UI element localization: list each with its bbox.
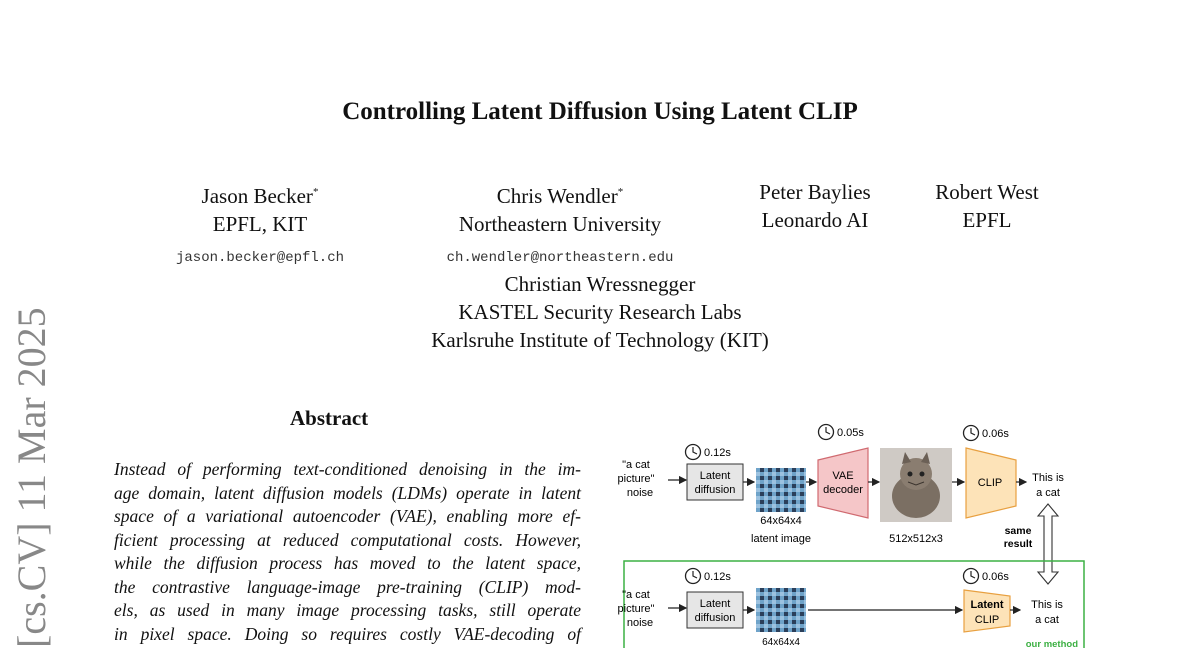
abstract-heading: Abstract [290, 406, 369, 430]
author-affiliation: Karlsruhe Institute of Technology (KIT) [431, 328, 769, 352]
clock-icon [686, 569, 701, 584]
author-4 [912, 178, 1062, 234]
author-name: Christian Wressnegger [504, 272, 696, 296]
abstract-line: ficient processing at reduced computational costs. However, [114, 529, 581, 550]
box-label: diffusion [694, 484, 736, 496]
output-line: a cat [1035, 614, 1059, 626]
pixel-size-label: 512x512x3 [889, 533, 943, 545]
author-1 [160, 178, 360, 272]
clock-icon [964, 426, 979, 441]
prompt-line: "a cat [622, 589, 650, 601]
latent-size-label: 64x64x4 [760, 515, 802, 527]
time-latent-diffusion: 0.12s [704, 571, 731, 583]
abstract-line: Instead of performing text-conditioned denoising in the im- [114, 459, 581, 479]
clock-icon [964, 569, 979, 584]
vae-decoder-trapezoid [818, 448, 868, 518]
equal-contribution-mark: * [312, 186, 319, 198]
prompt-line: picture" [617, 603, 655, 615]
cat-photo [880, 448, 952, 522]
author-email[interactable]: ch.wendler@northeastern.edu [446, 250, 674, 266]
prompt-line: noise [626, 487, 654, 499]
same-result-line: same [1004, 525, 1032, 537]
latent-image-thumbnail [756, 468, 806, 512]
author-3 [735, 178, 895, 234]
same-result-line: result [1003, 538, 1033, 550]
author-affiliation: EPFL, KIT [212, 212, 308, 236]
author-affiliation: Northeastern University [458, 212, 662, 236]
author-affiliation: KASTEL Security Research Labs [458, 300, 742, 324]
clock-icon [686, 445, 701, 460]
time-clip: 0.06s [982, 428, 1009, 440]
output-line: This is [1031, 599, 1063, 611]
paper-title: Controlling Latent Diffusion Using Latent CLIP [342, 98, 858, 125]
box-label: Latent [699, 470, 731, 482]
author-affiliation: EPFL [962, 208, 1012, 232]
box-label: CLIP [974, 614, 1000, 626]
abstract-line: els, as used in many image processing tasks, still operate [114, 600, 581, 620]
box-label: Latent [970, 599, 1004, 611]
author-email[interactable]: jason.becker@epfl.ch [175, 250, 345, 266]
abstract-line: in pixel space. Doing so requires costly VAE-decoding of [114, 623, 581, 644]
prompt-line: picture" [617, 473, 655, 485]
abstract-line: space of a variational autoencoder (VAE), enabling more ef- [114, 506, 581, 526]
box-label: CLIP [977, 477, 1003, 489]
output-line: a cat [1036, 487, 1060, 499]
author-affiliation: Leonardo AI [761, 208, 869, 232]
latent-image-label: latent image [751, 533, 811, 545]
author-2 [410, 178, 710, 272]
output-line: This is [1032, 472, 1064, 484]
time-latent-diffusion: 0.12s [704, 447, 731, 459]
abstract-line: the contrastive language-image pre-training (CLIP) mod- [114, 576, 581, 597]
time-vae: 0.05s [837, 427, 864, 439]
equal-contribution-mark: * [617, 186, 624, 198]
clock-icon [819, 425, 834, 440]
box-label: Latent [699, 598, 731, 610]
box-label: diffusion [694, 612, 736, 624]
abstract-body [114, 458, 581, 646]
box-label: VAE [832, 470, 854, 482]
author-5 [0, 270, 1200, 354]
abstract-line: while the diffusion process has moved to the latent space, [114, 553, 581, 573]
latent-size-label: 64x64x4 [762, 637, 800, 648]
time-clip: 0.06s [982, 571, 1009, 583]
our-method-label: our method [1025, 639, 1078, 648]
author-name: Robert West [935, 180, 1039, 204]
author-name: Peter Baylies [759, 180, 871, 204]
author-name: Chris Wendler [496, 184, 618, 208]
pipeline-figure [600, 412, 1100, 648]
latent-image-thumbnail [756, 588, 806, 632]
double-arrow-icon [1038, 504, 1058, 584]
abstract-line: age domain, latent diffusion models (LDMs) operate in latent [114, 482, 581, 503]
box-label: decoder [823, 484, 863, 496]
author-name: Jason Becker [201, 184, 313, 208]
prompt-line: "a cat [622, 459, 650, 471]
arxiv-stamp: [cs.CV] 11 Mar 2025 [9, 307, 54, 648]
prompt-line: noise [626, 617, 654, 629]
